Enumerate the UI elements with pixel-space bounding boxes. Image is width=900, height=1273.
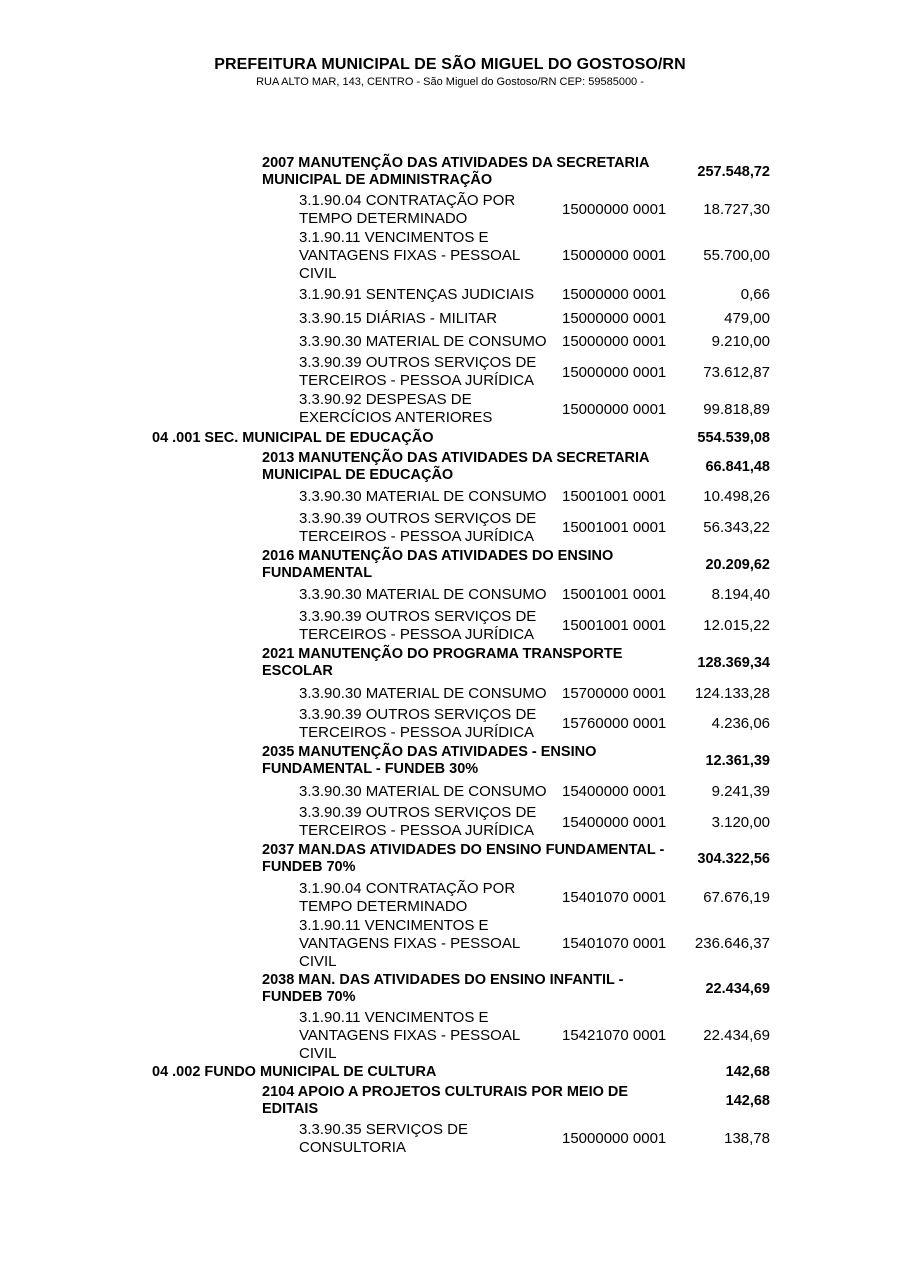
row-value: 142,68: [725, 1064, 770, 1080]
row-value: 12.015,22: [703, 617, 770, 634]
row-value: 66.841,48: [705, 459, 770, 475]
row-value: 56.343,22: [703, 519, 770, 536]
row-name: 2104 APOIO A PROJETOS CULTURAIS POR MEIO DE EDITAIS: [262, 1084, 629, 1117]
row-value: 9.241,39: [711, 783, 770, 800]
row-name: 3.3.90.30 MATERIAL DE CONSUMO: [299, 685, 547, 702]
row-name: 3.1.90.11 VENCIMENTOS E VANTAGENS FIXAS - PESSOAL CIVIL: [299, 1009, 520, 1062]
row-name: 3.3.90.30 MATERIAL DE CONSUMO: [299, 586, 547, 603]
row-value: 67.676,19: [703, 889, 770, 906]
row-source: 15001001 0001: [562, 586, 667, 603]
row-source: 15000000 0001: [562, 333, 667, 350]
row-name: 2037 MAN.DAS ATIVIDADES DO ENSINO FUNDAMENTAL - FUNDEB 70%: [262, 842, 665, 875]
row-value: 0,66: [740, 286, 770, 303]
row-value: 257.548,72: [697, 164, 770, 180]
row-source: 15001001 0001: [562, 519, 667, 536]
row-name: 04 .001 SEC. MUNICIPAL DE EDUCAÇÃO: [152, 430, 434, 446]
row-source: 15000000 0001: [562, 401, 667, 418]
row-name: 3.3.90.92 DESPESAS DE EXERCÍCIOS ANTERIORES: [299, 391, 493, 426]
row-name: 2035 MANUTENÇÃO DAS ATIVIDADES - ENSINO FUNDAMENTAL - FUNDEB 30%: [262, 744, 597, 777]
row-source: 15700000 0001: [562, 685, 667, 702]
row-value: 142,68: [725, 1093, 770, 1109]
row-name: 2021 MANUTENÇÃO DO PROGRAMA TRANSPORTE ESCOLAR: [262, 646, 623, 679]
row-name: 3.3.90.15 DIÁRIAS - MILITAR: [299, 310, 498, 327]
row-source: 15001001 0001: [562, 617, 667, 634]
row-source: 15000000 0001: [562, 247, 667, 264]
row-name: 3.3.90.39 OUTROS SERVIÇOS DE TERCEIROS - PESSOA JURÍDICA: [299, 608, 537, 643]
row-name: 2007 MANUTENÇÃO DAS ATIVIDADES DA SECRETARIA MUNICIPAL DE ADMINISTRAÇÃO: [262, 155, 649, 188]
row-source: 15421070 0001: [562, 1027, 667, 1044]
row-source: 15000000 0001: [562, 1130, 667, 1147]
row-value: 304.322,56: [697, 851, 770, 867]
row-name: 3.3.90.39 OUTROS SERVIÇOS DE TERCEIROS - PESSOA JURÍDICA: [299, 706, 537, 741]
row-value: 3.120,00: [711, 814, 770, 831]
row-name: 3.1.90.91 SENTENÇAS JUDICIAIS: [299, 286, 535, 303]
row-value: 22.434,69: [703, 1027, 770, 1044]
row-source: 15400000 0001: [562, 783, 667, 800]
page-title: PREFEITURA MUNICIPAL DE SÃO MIGUEL DO GOSTOSO/RN: [214, 56, 686, 73]
row-value: 124.133,28: [694, 685, 770, 702]
row-source: 15000000 0001: [562, 364, 667, 381]
row-source: 15401070 0001: [562, 935, 667, 952]
row-value: 4.236,06: [711, 715, 770, 732]
row-value: 128.369,34: [697, 655, 770, 671]
row-value: 22.434,69: [705, 981, 770, 997]
row-value: 479,00: [724, 310, 770, 327]
row-name: 2016 MANUTENÇÃO DAS ATIVIDADES DO ENSINO FUNDAMENTAL: [262, 548, 614, 581]
row-name: 3.1.90.11 VENCIMENTOS E VANTAGENS FIXAS - PESSOAL CIVIL: [299, 229, 520, 282]
row-name: 3.1.90.04 CONTRATAÇÃO POR TEMPO DETERMINADO: [299, 192, 516, 227]
row-name: 3.1.90.04 CONTRATAÇÃO POR TEMPO DETERMINADO: [299, 880, 516, 915]
row-value: 138,78: [724, 1130, 770, 1147]
row-source: 15001001 0001: [562, 488, 667, 505]
row-value: 18.727,30: [703, 201, 770, 218]
row-value: 55.700,00: [703, 247, 770, 264]
page-address: RUA ALTO MAR, 143, CENTRO - São Miguel do Gostoso/RN CEP: 59585000 -: [256, 76, 644, 88]
row-source: 15400000 0001: [562, 814, 667, 831]
row-name: 2013 MANUTENÇÃO DAS ATIVIDADES DA SECRETARIA MUNICIPAL DE EDUCAÇÃO: [262, 450, 649, 483]
row-name: 2038 MAN. DAS ATIVIDADES DO ENSINO INFANTIL - FUNDEB 70%: [262, 972, 624, 1005]
row-source: 15760000 0001: [562, 715, 667, 732]
row-value: 12.361,39: [705, 753, 770, 769]
row-value: 9.210,00: [711, 333, 770, 350]
row-value: 8.194,40: [711, 586, 770, 603]
row-name: 04 .002 FUNDO MUNICIPAL DE CULTURA: [152, 1064, 437, 1080]
row-value: 10.498,26: [703, 488, 770, 505]
row-name: 3.3.90.39 OUTROS SERVIÇOS DE TERCEIROS - PESSOA JURÍDICA: [299, 510, 537, 545]
row-source: 15000000 0001: [562, 286, 667, 303]
row-name: 3.1.90.11 VENCIMENTOS E VANTAGENS FIXAS - PESSOAL CIVIL: [299, 917, 520, 970]
row-name: 3.3.90.39 OUTROS SERVIÇOS DE TERCEIROS - PESSOA JURÍDICA: [299, 354, 537, 389]
row-value: 554.539,08: [697, 430, 770, 446]
row-value: 20.209,62: [705, 557, 770, 573]
row-name: 3.3.90.30 MATERIAL DE CONSUMO: [299, 333, 547, 350]
row-name: 3.3.90.30 MATERIAL DE CONSUMO: [299, 783, 547, 800]
row-value: 236.646,37: [694, 935, 770, 952]
row-source: 15401070 0001: [562, 889, 667, 906]
row-name: 3.3.90.35 SERVIÇOS DE CONSULTORIA: [299, 1121, 468, 1156]
row-value: 99.818,89: [703, 401, 770, 418]
row-source: 15000000 0001: [562, 310, 667, 327]
row-name: 3.3.90.30 MATERIAL DE CONSUMO: [299, 488, 547, 505]
row-source: 15000000 0001: [562, 201, 667, 218]
row-value: 73.612,87: [703, 364, 770, 381]
row-name: 3.3.90.39 OUTROS SERVIÇOS DE TERCEIROS - PESSOA JURÍDICA: [299, 804, 537, 839]
